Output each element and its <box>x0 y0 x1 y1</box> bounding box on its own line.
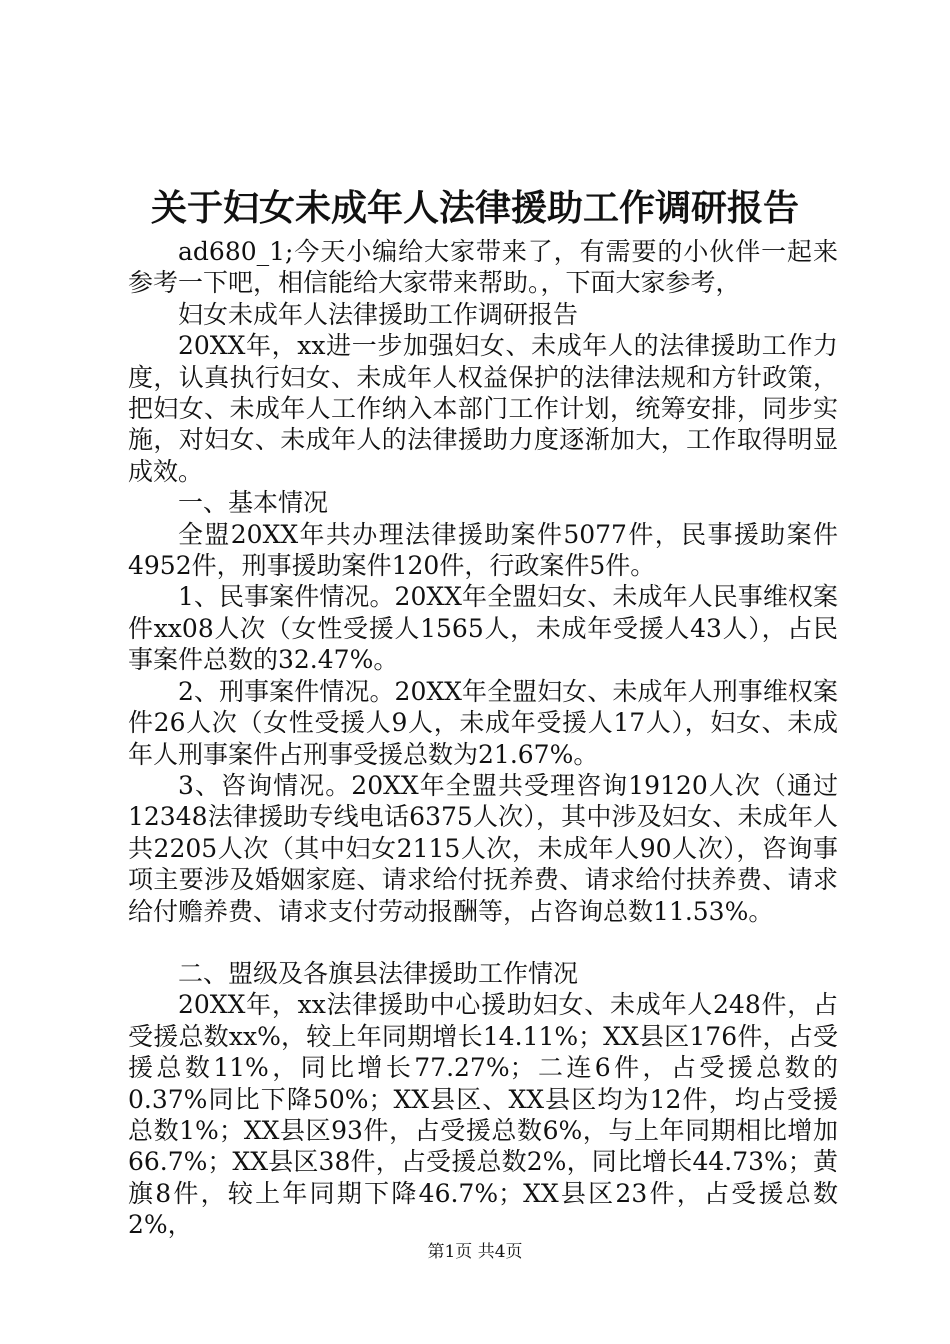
consultation-paragraph: 3、咨询情况。20XX年全盟共受理咨询19120人次（通过12348法律援助专线电话6375人次），其中涉及妇女、未成年人共2205人次（其中妇女2115人次，未成年人90人次），咨询事项主要涉及婚姻家庭、请求给付抚养费、请求给付扶养费、请求给付赡养费、请求支付劳动报酬等，占咨询总数11.53%。 <box>128 770 838 926</box>
document-title: 关于妇女未成年人法律援助工作调研报告 <box>150 187 799 229</box>
section-heading-regional: 二、盟级及各旗县法律援助工作情况 <box>178 958 579 988</box>
page-footer: 第1页 共4页 <box>427 1242 523 1262</box>
intro-paragraph: ad680_1;今天小编给大家带来了，有需要的小伙伴一起来参考一下吧，相信能给大家带来帮助。，下面大家参考， <box>128 237 838 298</box>
subtitle-paragraph: 妇女未成年人法律援助工作调研报告 <box>178 299 579 329</box>
document-body <box>128 236 838 1241</box>
overview-paragraph: 20XX年，xx进一步加强妇女、未成年人的法律援助工作力度，认真执行妇女、未成年人权益保护的法律法规和方针政策，把妇女、未成年人工作纳入本部门工作计划，统筹安排，同步实施，对妇女、未成年人的法律援助力度逐渐加大，工作取得明显成效。 <box>128 331 838 486</box>
criminal-cases-paragraph: 2、刑事案件情况。20XX年全盟妇女、未成年人刑事维权案件26人次（女性受援人9人，未成年受援人17人），妇女、未成年人刑事案件占刑事受援总数为21.67%。 <box>128 676 838 769</box>
section-heading-basic: 一、基本情况 <box>178 488 329 518</box>
cases-summary-paragraph: 全盟20XX年共办理法律援助案件5077件，民事援助案件4952件，刑事援助案件120件，行政案件5件。 <box>128 519 838 581</box>
regional-paragraph: 20XX年，xx法律援助中心援助妇女、未成年人248件，占受援总数xx%，较上年同期增长14.11%；XX县区176件，占受援总数11%，同比增长77.27%；二连6件，占受援总数的0.37%同比下降50%；XX县区、XX县区均为12件，均占受援总数1%；XX县区93件，占受援总数6%，与上年同期相比增加66.7%；XX县区38件，占受援总数2%，同比增长44.73%；黄旗8件，较上年同期下降46.7%；XX县区23件，占受援总数2%， <box>128 990 838 1240</box>
civil-cases-paragraph: 1、民事案件情况。20XX年全盟妇女、未成年人民事维权案件xx08人次（女性受援人1565人，未成年受援人43人），占民事案件总数的32.47%。 <box>128 582 838 675</box>
